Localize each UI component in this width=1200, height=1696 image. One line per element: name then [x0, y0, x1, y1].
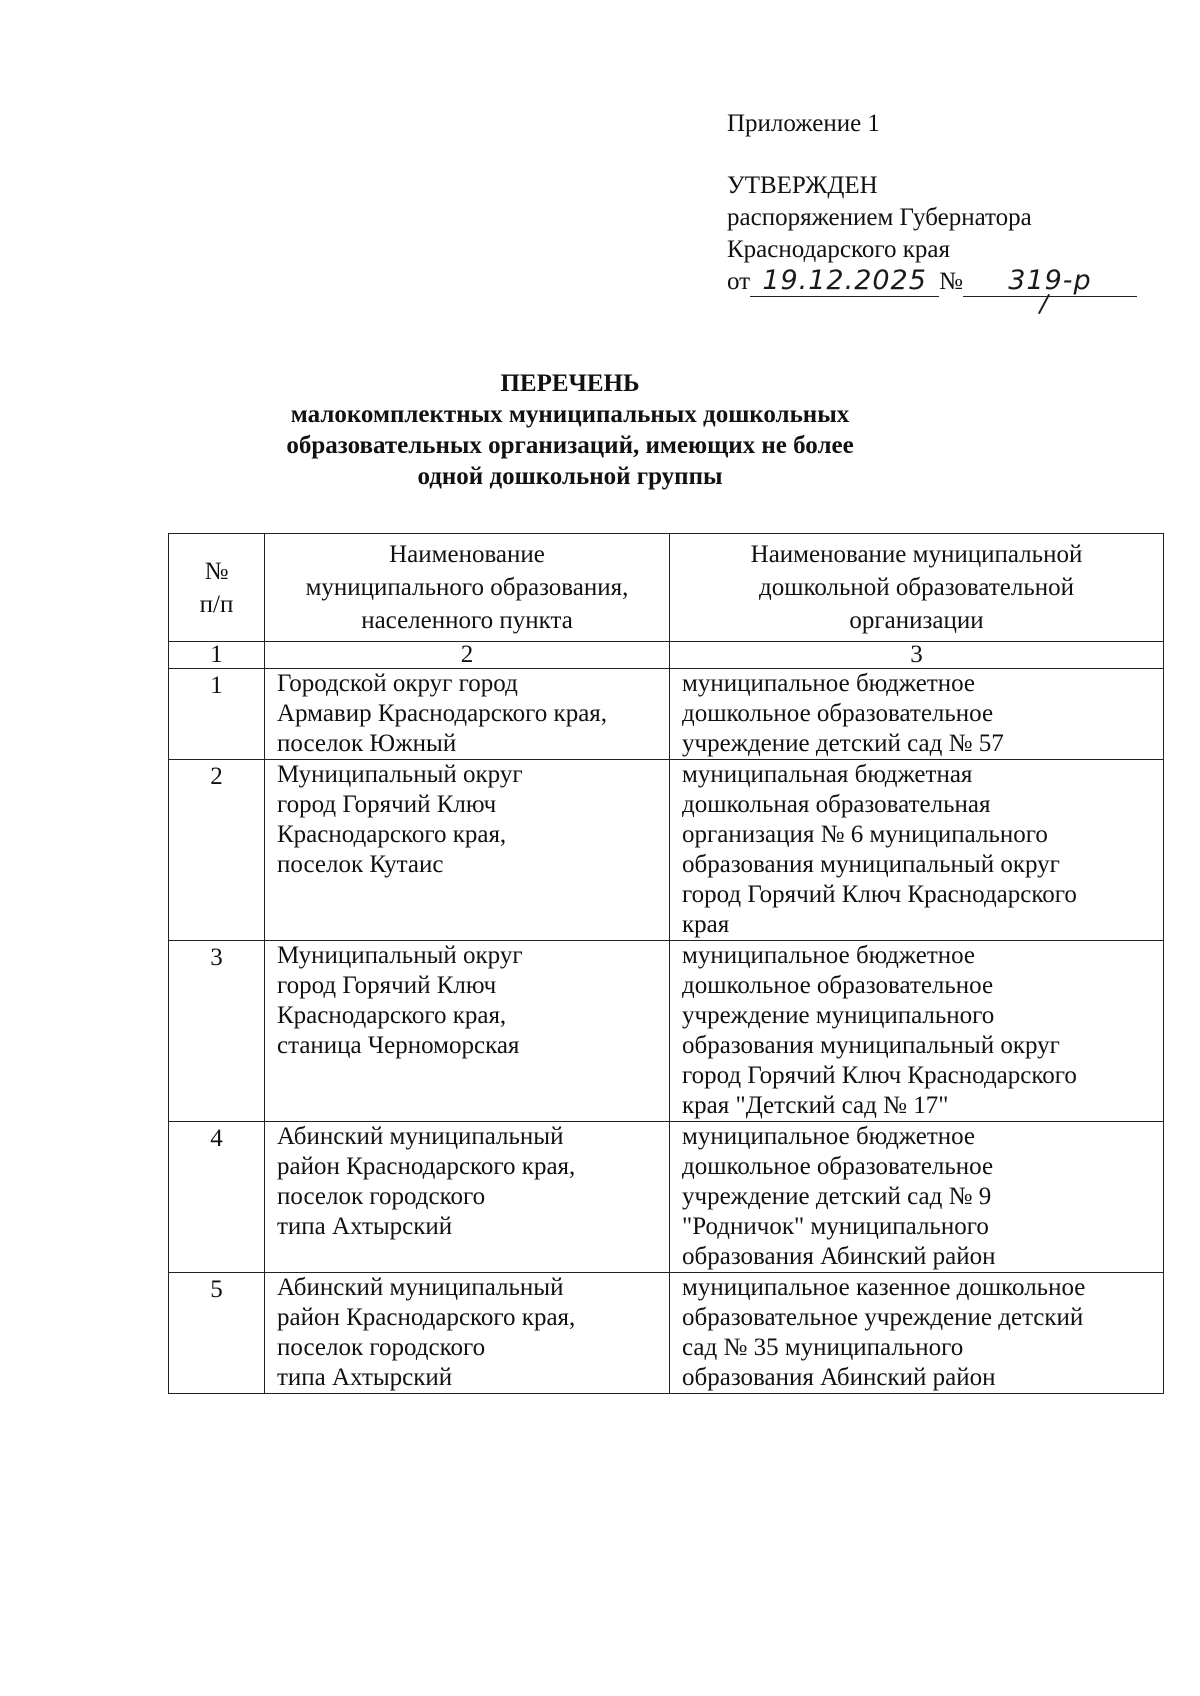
header-number	[169, 534, 265, 642]
from-prefix: от	[727, 268, 751, 295]
column-number: 1	[169, 642, 265, 669]
header-municipality	[265, 534, 670, 642]
municipality-line: район Краснодарского края,	[277, 1153, 576, 1180]
organization-line: края	[682, 911, 730, 938]
title-subtitle-line-2: образовательных организаций, имеющих не более	[286, 432, 854, 459]
municipality-line: Абинский муниципальный	[277, 1274, 564, 1301]
table-row	[169, 941, 1164, 1122]
header-organization-line-3: организации	[849, 607, 984, 634]
appendix-label: Приложение 1	[727, 110, 880, 137]
number-sign: №	[939, 268, 963, 295]
organization-line: муниципальное бюджетное	[682, 670, 976, 697]
municipality-line: Краснодарского края,	[277, 821, 507, 848]
approval-block	[727, 108, 1137, 298]
municipality-line: Муниципальный округ	[277, 761, 523, 788]
title-subtitle-line-3: одной дошкольной группы	[417, 463, 723, 490]
table-row	[169, 669, 1164, 760]
municipality-line: Краснодарского края,	[277, 1002, 507, 1029]
organization-line: муниципальное бюджетное	[682, 942, 976, 969]
handwriting-stroke	[1038, 294, 1050, 314]
organization-line: сад № 35 муниципального	[682, 1334, 964, 1361]
organization-line: муниципальная бюджетная	[682, 761, 973, 788]
municipality-line: район Краснодарского края,	[277, 1304, 576, 1331]
approval-date-field	[750, 267, 939, 297]
row-number: 3	[169, 941, 265, 1122]
municipality-cell	[265, 1273, 670, 1394]
organization-line: дошкольное образовательное	[682, 1153, 994, 1180]
municipality-line: поселок Южный	[277, 730, 457, 757]
municipality-line: типа Ахтырский	[277, 1213, 453, 1240]
header-organization	[670, 534, 1164, 642]
organizations-table	[168, 533, 1164, 1394]
organization-line: город Горячий Ключ Краснодарского	[682, 881, 1077, 908]
header-organization-line-2: дошкольной образовательной	[758, 574, 1075, 601]
organization-line: город Горячий Ключ Краснодарского	[682, 1062, 1077, 1089]
approved-by-line-1: распоряжением Губернатора	[727, 204, 1032, 231]
organization-line: учреждение детский сад № 57	[682, 730, 1004, 757]
handwritten-date: 19.12.2025	[762, 265, 927, 296]
approval-number-field	[963, 267, 1137, 297]
municipality-cell	[265, 760, 670, 941]
organization-line: муниципальное бюджетное	[682, 1123, 976, 1150]
municipality-line: Армавир Краснодарского края,	[277, 700, 608, 727]
municipality-line: станица Черноморская	[277, 1032, 520, 1059]
table-row	[169, 760, 1164, 941]
organization-line: организация № 6 муниципального	[682, 821, 1048, 848]
header-organization-line-1: Наименование муниципальной	[750, 541, 1083, 568]
header-number-line-1: №	[204, 557, 229, 585]
header-municipality-line-1: Наименование	[389, 541, 545, 568]
municipality-line: Абинский муниципальный	[277, 1123, 564, 1150]
organization-line: образования муниципальный округ	[682, 1032, 1060, 1059]
organization-line: дошкольное образовательное	[682, 972, 994, 999]
organization-cell	[670, 941, 1164, 1122]
title-main: ПЕРЕЧЕНЬ	[500, 370, 640, 397]
organization-line: дошкольная образовательная	[682, 791, 991, 818]
municipality-line: поселок городского	[277, 1334, 486, 1361]
organization-cell	[670, 1273, 1164, 1394]
document-title	[200, 368, 940, 492]
table-row	[169, 1273, 1164, 1394]
organization-line: учреждение детский сад № 9	[682, 1183, 992, 1210]
organization-cell	[670, 669, 1164, 760]
municipality-line: Городской округ город	[277, 670, 518, 697]
municipality-line: поселок городского	[277, 1183, 486, 1210]
header-municipality-line-3: населенного пункта	[361, 607, 573, 634]
municipality-cell	[265, 1122, 670, 1273]
header-municipality-line-2: муниципального образования,	[305, 574, 629, 601]
organization-line: муниципальное казенное дошкольное	[682, 1274, 1086, 1301]
approval-date-number-line	[727, 266, 1137, 298]
table-row	[169, 1122, 1164, 1273]
column-number-row	[169, 642, 1164, 669]
row-number: 4	[169, 1122, 265, 1273]
municipality-cell	[265, 669, 670, 760]
municipality-line: город Горячий Ключ	[277, 972, 497, 999]
municipality-line: поселок Кутаис	[277, 851, 444, 878]
row-number: 2	[169, 760, 265, 941]
municipality-line: город Горячий Ключ	[277, 791, 497, 818]
organization-cell	[670, 1122, 1164, 1273]
organization-line: дошкольное образовательное	[682, 700, 994, 727]
title-subtitle-line-1: малокомплектных муниципальных дошкольных	[290, 401, 850, 428]
organization-line: образования муниципальный округ	[682, 851, 1060, 878]
organization-cell	[670, 760, 1164, 941]
organization-line: края "Детский сад № 17"	[682, 1092, 949, 1119]
approved-label: УТВЕРЖДЕН	[727, 172, 878, 199]
table-header-row	[169, 534, 1164, 642]
handwritten-number: 319-р	[1008, 265, 1092, 296]
organization-line: образования Абинский район	[682, 1364, 996, 1391]
row-number: 1	[169, 669, 265, 760]
organization-line: учреждение муниципального	[682, 1002, 995, 1029]
row-number: 5	[169, 1273, 265, 1394]
column-number: 2	[265, 642, 670, 669]
approved-by-line-2: Краснодарского края	[727, 236, 950, 263]
municipality-line: Муниципальный округ	[277, 942, 523, 969]
header-number-line-2: п/п	[199, 590, 234, 618]
organization-line: образования Абинский район	[682, 1243, 996, 1270]
organization-line: "Родничок" муниципального	[682, 1213, 989, 1240]
municipality-cell	[265, 941, 670, 1122]
column-number: 3	[670, 642, 1164, 669]
organization-line: образовательное учреждение детский	[682, 1304, 1084, 1331]
municipality-line: типа Ахтырский	[277, 1364, 453, 1391]
